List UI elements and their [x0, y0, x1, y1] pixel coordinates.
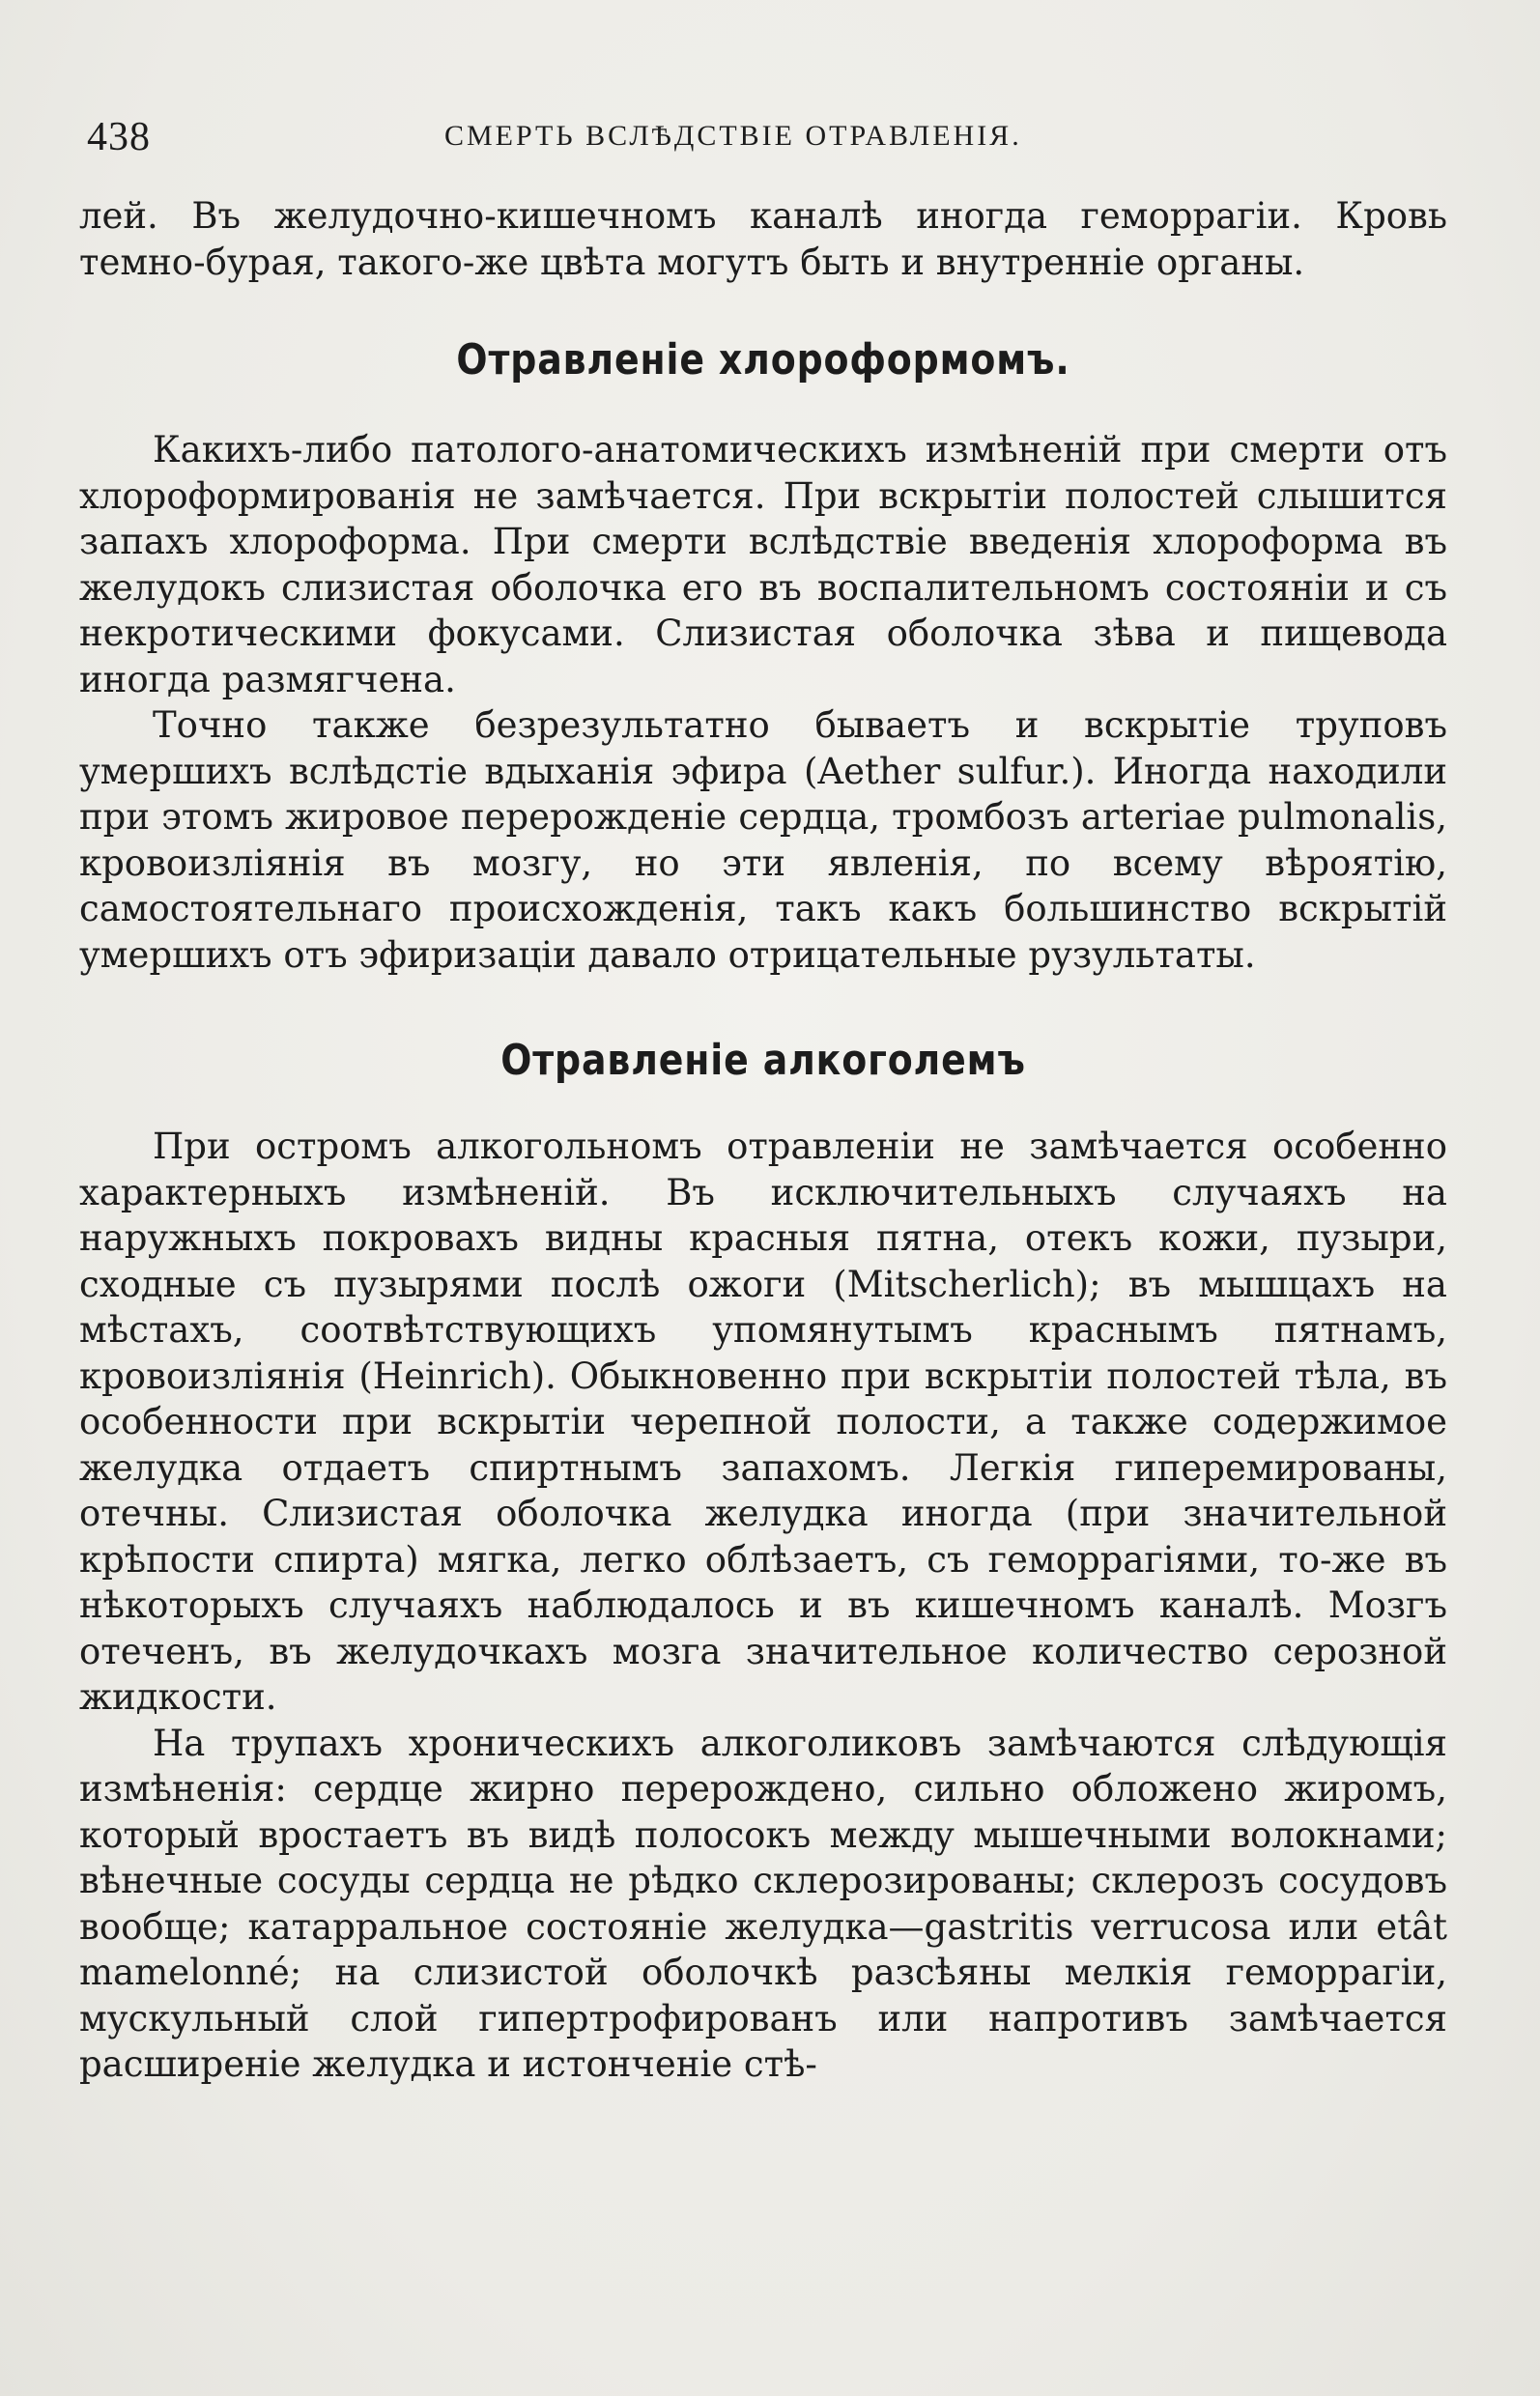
body-text	[79, 193, 1447, 2088]
alcohol-paragraph-1: При остромъ алкогольномъ отравленіи не замѣчается особенно характерныхъ измѣненій. Въ исключительныхъ случаяхъ на наружныхъ покровахъ видны красныя пятна, отекъ кожи, пузыри, сходные съ пузырями послѣ ожоги (Mitscherlich); въ мышцахъ на мѣстахъ, соотвѣтствующихъ упомянутымъ краснымъ пятнамъ, кровоизліянія (Heinrich). Обыкновенно при вскрытіи полостей тѣла, въ особенности при вскрытіи черепной полости, а также содержимое желудка отдаетъ спиртнымъ запахомъ. Легкія гиперемированы, отечны. Слизистая оболочка желудка иногда (при значительной крѣпости спирта) мягка, легко облѣзаетъ, съ геморрагіями, то-же въ нѣкоторыхъ случаяхъ наблюдалось и въ кишечномъ каналѣ. Мозгъ отеченъ, въ желудочкахъ мозга значительное количество серозной жидкости.	[79, 1126, 1447, 1718]
chloroform-paragraph-1: Какихъ-либо патолого-анатомическихъ измѣненій при смерти отъ хлороформированія не замѣчается. При вскрытіи полостей слышится запахъ хлороформа. При смерти вслѣдствіе введенія хлороформа въ желудокъ слизистая оболочка его въ воспалительномъ состояніи и съ некротическими фокусами. Слизистая оболочка зѣва и пищевода иногда размягчена.	[79, 429, 1447, 700]
intro-paragraph: лей. Въ желудочно-кишечномъ каналѣ иногда геморрагіи. Кровь темно-бурая, такого-же цвѣта могутъ быть и внутренніе органы.	[79, 195, 1447, 283]
alcohol-paragraph-2: На трупахъ хроническихъ алкоголиковъ замѣчаются слѣдующія измѣненія: сердце жирно перерождено, сильно обложено жиромъ, который вростаетъ въ видѣ полосокъ между мышечными волокнами; вѣнечные сосуды сердца не рѣдко склерозированы; склерозъ сосудовъ вообще; катарральное состояніе желудка—gastritis verrucosa или etât mamelonné; на слизистой оболочкѣ разсѣяны мелкія геморрагіи, мускульный слой гипертрофированъ или напротивъ замѣчается расширеніе желудка и истонченіе стѣ-	[79, 1722, 1447, 2085]
section-title-alcohol: Отравленіе алкоголемъ	[500, 1036, 1026, 1085]
chloroform-paragraph-2: Точно также безрезультатно бываетъ и вскрытіе труповъ умершихъ вслѣдстіе вдыханія эфира (Aether sulfur.). Иногда находили при этомъ жировое перерожденіе сердца, тромбозъ arteriae pulmonalis, кровоизліянія въ мозгу, но эти явленія, по всему вѣроятію, самостоятельнаго происхожденія, такъ какъ большинство вскрытій умершихъ отъ эфиризаціи давало отрицательные рузультаты.	[79, 704, 1447, 976]
page-number: 438	[87, 115, 151, 159]
page-header	[87, 114, 1459, 162]
running-head: СМЕРТЬ ВСЛѢДСТВІЕ ОТРАВЛЕНІЯ.	[444, 120, 1022, 152]
section-title-chloroform: Отравленіе хлороформомъ.	[456, 335, 1070, 385]
